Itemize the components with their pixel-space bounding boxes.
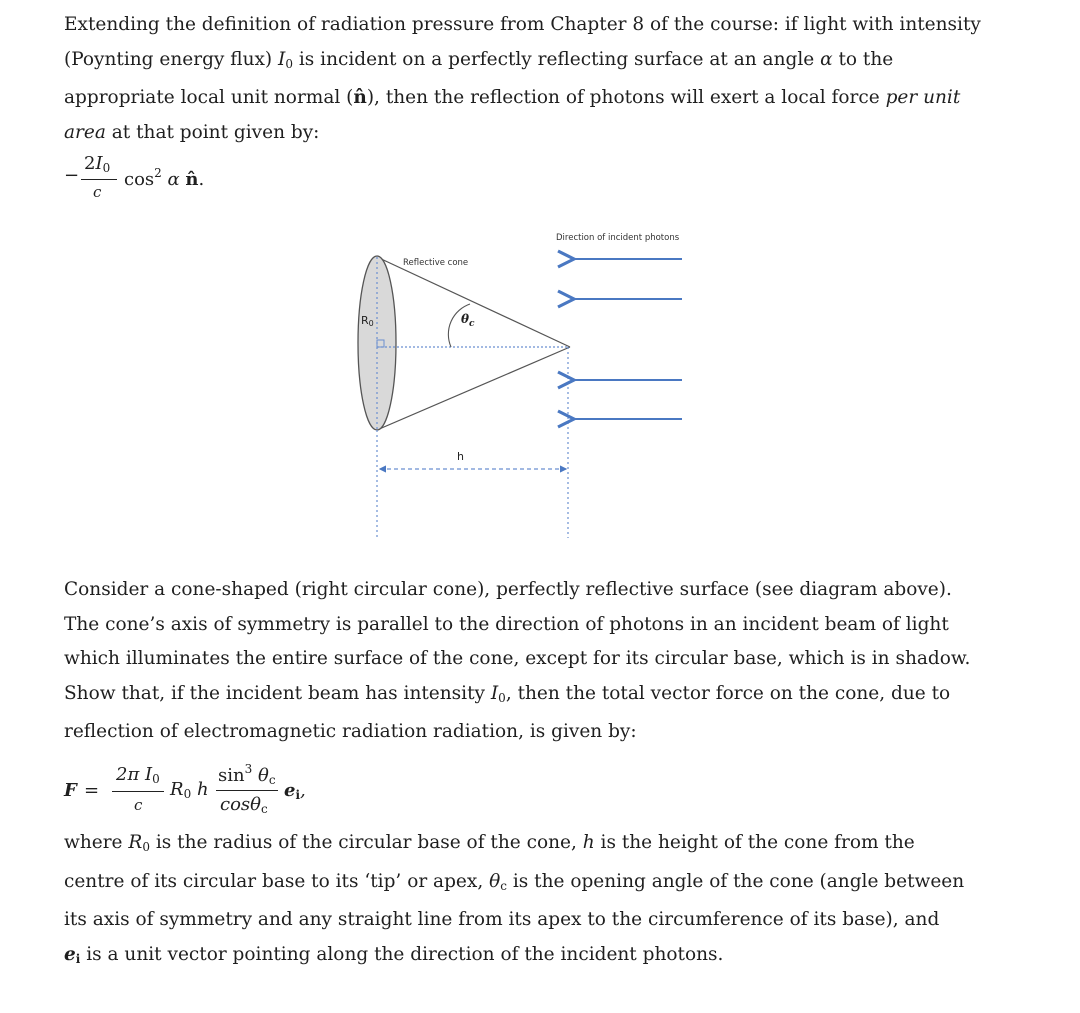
eq2-F: F: [64, 780, 77, 801]
closing-line-3: its axis of symmetry and any straight line from its apex to the circumference of its base), and: [64, 909, 940, 930]
intro-line-2b: is incident on a perfectly reflecting surface at an angle: [298, 48, 815, 70]
eq1-fraction-line: [81, 179, 117, 180]
cone-diagram: [330, 220, 730, 540]
problem-line-2: The cone’s axis of symmetry is parallel to the direction of photons in an incident beam of light: [64, 613, 949, 635]
closing-line-1b: is the radius of the circular base of the cone,: [155, 832, 577, 853]
eq2-den1: c: [134, 796, 143, 814]
eq2-num1: 2π $I_0$: [116, 764, 160, 786]
problem-line-3: which illuminates the entire surface of the cone, except for its circular base, which is in shadow.: [64, 648, 971, 669]
intro-line-1: Extending the definition of radiation pressure from Chapter 8 of the course: if light with intensity: [64, 14, 981, 35]
closing-line-2a: centre of its circular base to its ‘tip’ or apex,: [64, 870, 484, 892]
eq2-den2: cosθ$_c$: [220, 794, 268, 816]
cone-label: Reflective cone: [403, 258, 469, 268]
intro-paragraph: [64, 8, 999, 150]
problem-line-4a: Show that, if the incident beam has intensity: [64, 682, 485, 704]
closing-line-1c: is the height of the cone from the: [600, 832, 915, 853]
problem-line-1: Consider a cone-shaped (right circular cone), perfectly reflective surface (see diagram above).: [64, 579, 952, 600]
eq2-Rh: $R_0$ h: [170, 779, 209, 801]
intensity-symbol-2: $I_0$: [490, 682, 506, 705]
problem-paragraph: [64, 573, 999, 750]
closing-paragraph: [64, 826, 999, 976]
eq1-numerator: $2I_0$: [84, 153, 111, 175]
intro-line-4a: area: [64, 121, 106, 143]
eq2-frac1-line: [112, 791, 164, 792]
eq1-denominator: c: [93, 183, 102, 201]
eq2-frac2-line: [216, 790, 278, 791]
incident-label: Direction of incident photons: [556, 233, 680, 243]
normal-symbol: n̂: [353, 87, 367, 108]
theta-c-symbol: $\theta_c$: [489, 870, 507, 893]
intro-line-3c: per unit: [885, 87, 961, 108]
intro-line-3a: appropriate local unit normal (: [64, 87, 354, 108]
problem-line-4b: , then the total vector force on the cone, due to: [505, 682, 951, 704]
closing-line-4: is a unit vector pointing along the direction of the incident photons.: [86, 943, 724, 965]
cone-lower-edge: [377, 347, 570, 430]
closing-line-2b: is the opening angle of the cone (angle between: [512, 870, 965, 892]
height-label: h: [457, 450, 464, 463]
problem-line-5: reflection of electromagnetic radiation radiation, is given by:: [64, 721, 637, 742]
radius-label: R0: [361, 314, 374, 328]
ei-symbol: $e_i$: [64, 943, 81, 966]
closing-line-1a: where: [64, 832, 123, 853]
intro-line-3b: ), then the reflection of photons will exert a local force: [366, 87, 880, 108]
intro-line-2a: (Poynting energy flux): [64, 48, 273, 70]
eq2-num2: $\sin^3 \theta_c$: [218, 762, 276, 787]
intro-line-4b: at that point given by:: [111, 121, 320, 143]
R0-symbol: $R_0$: [128, 832, 150, 854]
cone-upper-edge: [377, 257, 570, 347]
angle-label: $\theta_c$: [461, 312, 475, 329]
eq2-unit-vector: $e_i$,: [284, 780, 306, 802]
alpha-symbol: α: [820, 48, 833, 70]
incident-arrows: [574, 259, 682, 419]
h-symbol: h: [582, 832, 595, 853]
eq1-tail: $\cos^2 \alpha$ n̂.: [124, 166, 205, 190]
eq1-minus: −: [64, 165, 80, 186]
eq2-equals: =: [84, 780, 100, 801]
intensity-symbol: $I_0$: [278, 48, 293, 71]
intro-line-2c: to the: [838, 48, 894, 70]
